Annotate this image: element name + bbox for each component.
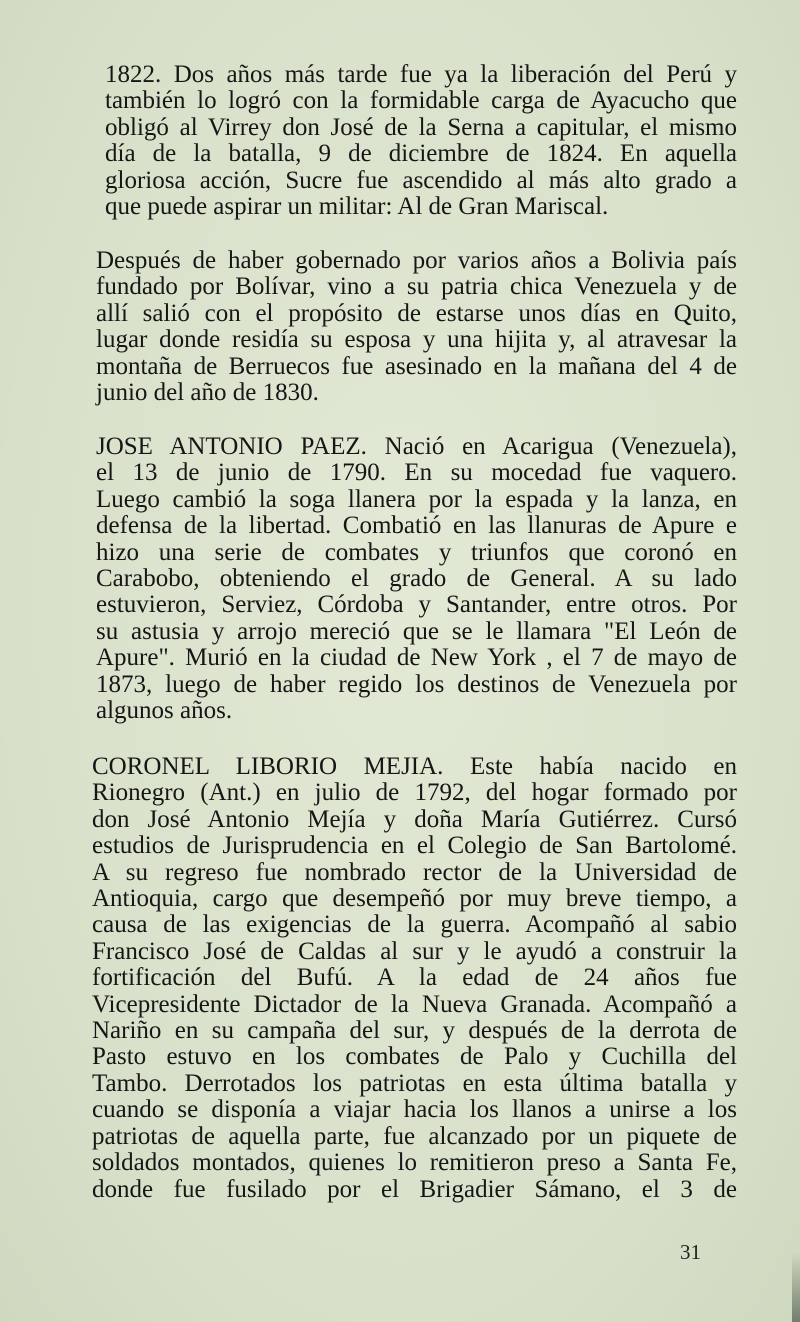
text-line: Después de haber gobernado por varios años a Bolivia país <box>96 247 737 274</box>
page-edge-shadow <box>792 1252 800 1322</box>
text-line: Apure". Murió en la ciudad de New York , el 7 de mayo de <box>96 644 737 672</box>
text-line: patriotas de aquella parte, fue alcanzado por un piquete de <box>92 1122 737 1150</box>
text-line: lugar donde residía su esposa y una hijita y, al atravesar la <box>96 326 737 354</box>
text-line: gloriosa acción, Sucre fue ascendido al más alto grado a <box>105 166 737 194</box>
paragraph-liborio-mejia <box>92 754 737 1203</box>
text-line: A su regreso fue nombrado rector de la Universidad de <box>92 858 737 886</box>
text-line: Nariño en su campaña del sur, y después de la derrota de <box>92 1017 737 1045</box>
text-line: CORONEL LIBORIO MEJIA. Este había nacido en <box>92 753 737 780</box>
text-line: cuando se disponía a viajar hacia los llanos a unirse a los <box>92 1096 737 1124</box>
paragraph-jose-antonio-paez <box>96 434 737 724</box>
text-line: Vicepresidente Dictador de la Nueva Granada. Acompañó a <box>92 990 737 1018</box>
text-line: Carabobo, obteniendo el grado de General. A su lado <box>96 565 737 593</box>
text-line: Francisco José de Caldas al sur y le ayudó a construir la <box>92 937 737 965</box>
text-line: Rionegro (Ant.) en julio de 1792, del hogar formado por <box>92 779 737 807</box>
text-line: Tambo. Derrotados los patriotas en esta última batalla y <box>92 1069 737 1097</box>
text-line: algunos años. <box>96 697 233 725</box>
text-line: 1822. Dos años más tarde fue ya la liberación del Perú y <box>105 61 737 88</box>
text-line: fundado por Bolívar, vino a su patria chica Venezuela y de <box>96 273 737 301</box>
text-line: don José Antonio Mejía y doña María Gutiérrez. Cursó <box>92 805 737 833</box>
text-line: que puede aspirar un militar: Al de Gran Mariscal. <box>105 193 609 221</box>
page-number: 31 <box>680 1240 701 1264</box>
text-line: 1873, luego de haber regido los destinos de Venezuela por <box>96 670 737 698</box>
text-line: Luego cambió la soga llanera por la espada y la lanza, en <box>96 485 737 513</box>
text-line: montaña de Berruecos fue asesinado en la mañana del 4 de <box>96 352 737 380</box>
text-line: JOSE ANTONIO PAEZ. Nació en Acarigua (Venezuela), <box>96 433 737 460</box>
text-line: obligó al Virrey don José de la Serna a capitular, el mismo <box>105 113 737 141</box>
text-line: hizo una serie de combates y triunfos que coronó en <box>96 538 737 566</box>
text-line: también lo logró con la formidable carga de Ayacucho que <box>105 87 737 115</box>
paragraph-sucre-death <box>96 248 737 406</box>
text-line: donde fue fusilado por el Brigadier Sámano, el 3 de <box>92 1175 737 1203</box>
text-line: Antioquia, cargo que desempeñó por muy breve tiempo, a <box>92 885 737 913</box>
text-line: estudios de Jurisprudencia en el Colegio de San Bartolomé. <box>92 832 737 860</box>
text-line: defensa de la libertad. Combatió en las llanuras de Apure e <box>96 512 737 540</box>
paragraph-sucre-ayacucho <box>105 62 737 220</box>
text-line: el 13 de junio de 1790. En su mocedad fue vaquero. <box>96 459 737 487</box>
text-line: junio del año de 1830. <box>96 379 319 407</box>
text-line: causa de las exigencias de la guerra. Acompañó al sabio <box>92 911 737 939</box>
text-line: allí salió con el propósito de estarse unos días en Quito, <box>96 299 737 327</box>
text-line: Pasto estuvo en los combates de Palo y Cuchilla del <box>92 1043 737 1071</box>
text-line: día de la batalla, 9 de diciembre de 1824. En aquella <box>105 140 737 168</box>
text-line: soldados montados, quienes lo remitieron preso a Santa Fe, <box>92 1149 737 1177</box>
text-line: fortificación del Bufú. A la edad de 24 años fue <box>92 964 737 992</box>
text-line: su astusia y arrojo mereció que se le llamara "El León de <box>96 617 737 645</box>
text-line: estuvieron, Serviez, Córdoba y Santander, entre otros. Por <box>96 591 737 619</box>
